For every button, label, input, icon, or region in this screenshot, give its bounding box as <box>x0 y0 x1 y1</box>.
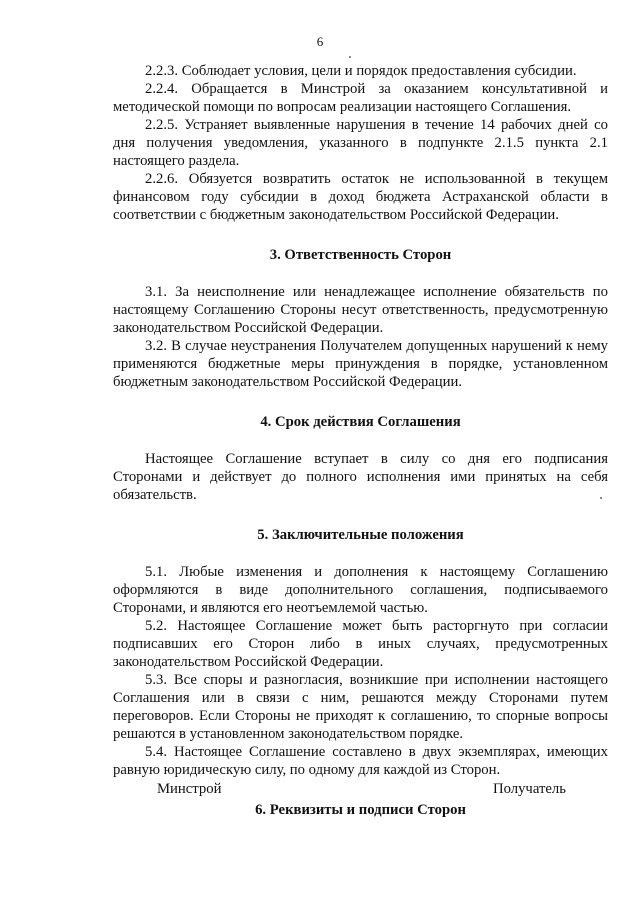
signature-party-recipient: Получатель <box>493 781 566 797</box>
section-5-heading: 5. Заключительные положения <box>257 527 464 543</box>
document-body <box>113 62 608 819</box>
scan-speck <box>349 56 351 58</box>
paragraph-3-1: 3.1. За неисполнение или ненадлежащее исполнение обязательств по настоящему Соглашению Стороны несут ответственность, предусмотренную законодательством Российской Федерации. <box>113 284 608 336</box>
paragraph-2-2-5: 2.2.5. Устраняет выявленные нарушения в течение 14 рабочих дней со дня получения уведомления, указанного в подпункте 2.1.5 пункта 2.1 настоящего раздела. <box>113 117 608 169</box>
paragraph-4-body: Настоящее Соглашение вступает в силу со дня его подписания Сторонами и действует до полного исполнения ими принятых на себя обязательств. <box>113 451 608 503</box>
paragraph-5-2: 5.2. Настоящее Соглашение может быть расторгнуто при согласии подписавших его Сторон либо в иных случаях, предусмотренных законодательством Российской Федерации. <box>113 618 608 670</box>
paragraph-2-2-4: 2.2.4. Обращается в Минстрой за оказанием консультативной и методической помощи по вопросам реализации настоящего Соглашения. <box>113 81 608 115</box>
paragraph-5-3: 5.3. Все споры и разногласия, возникшие при исполнении настоящего Соглашения или в связи с ним, решаются между Сторонами путем переговоров. Если Стороны не приходят к соглашению, то спорные вопросы решаются в установленном законодательством порядке. <box>113 672 608 742</box>
section-3-heading: 3. Ответственность Сторон <box>269 247 452 263</box>
signature-party-ministry: Минстрой <box>157 781 222 797</box>
paragraph-2-2-3: 2.2.3. Соблюдает условия, цели и порядок предоставления субсидии. <box>145 63 577 79</box>
paragraph-5-4: 5.4. Настоящее Соглашение составлено в двух экземплярах, имеющих равную юридическую силу, по одному для каждой из Сторон. <box>113 744 608 778</box>
section-6-heading: 6. Реквизиты и подписи Сторон <box>255 802 466 818</box>
paragraph-2-2-6: 2.2.6. Обязуется возвратить остаток не использованной в текущем финансовом году субсидии в доход бюджета Астраханской области в соответствии с бюджетным законодательством Российской Федерации. <box>113 171 608 223</box>
page-number: 6 <box>316 34 324 49</box>
paragraph-5-1: 5.1. Любые изменения и дополнения к настоящему Соглашению оформляются в виде дополнительного соглашения, подписываемого Сторонами, и являются его неотъемлемой частью. <box>113 564 608 616</box>
paragraph-3-2: 3.2. В случае неустранения Получателем допущенных нарушений к нему применяются бюджетные меры принуждения в порядке, установленном бюджетным законодательством Российской Федерации. <box>113 338 608 390</box>
section-4-heading: 4. Срок действия Соглашения <box>260 414 461 430</box>
